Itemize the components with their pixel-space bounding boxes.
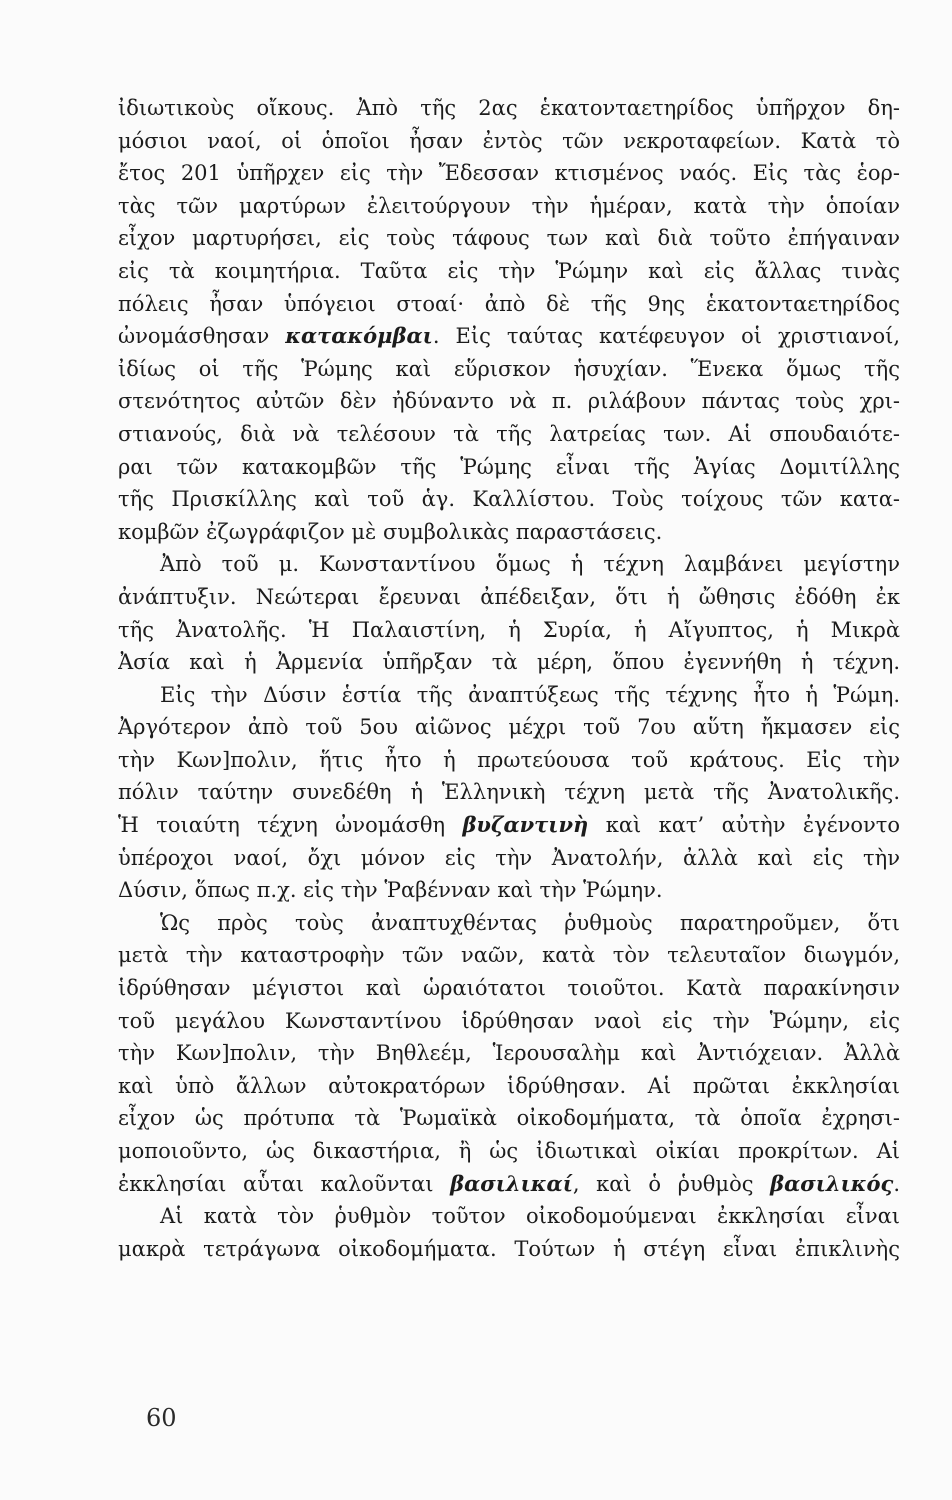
text-line: κομβῶν ἐζωγράφιζον μὲ συμβολικὰς παραστάσεις. — [118, 519, 663, 544]
body-text — [118, 92, 900, 1265]
emphasis-term: κατακόμβαι — [285, 323, 433, 349]
text-line: Αἱ κατὰ τὸν ῥυθμὸν τοῦτον οἰκοδομούμεναι ἐκκλησίαι εἶναι — [160, 1204, 900, 1229]
text-line: τῆς Ἀνατολῆς. Ἡ Παλαιστίνη, ἡ Συρία, ἡ Αἴγυπτος, ἡ Μικρὰ — [118, 617, 900, 642]
text-line: ἱδρύθησαν μέγιστοι καὶ ὡραιότατοι τοιοῦτοι. Κατὰ παρακίνησιν — [118, 976, 900, 1001]
text-line: εἶχον ὡς πρότυπα τὰ Ῥωμαϊκὰ οἰκοδομήματα, τὰ ὁποῖα ἐχρησι- — [118, 1106, 900, 1131]
text-line: στιανούς, διὰ νὰ τελέσουν τὰ τῆς λατρείας των. Αἱ σπουδαιότε- — [118, 421, 900, 446]
text-line: Εἰς τὴν Δύσιν ἑστία τῆς ἀναπτύξεως τῆς τέχνης ἦτο ἡ Ῥώμη. — [160, 682, 900, 707]
text-line: τῆς Πρισκίλλης καὶ τοῦ ἁγ. Καλλίστου. Τοὺς τοίχους τῶν κατα- — [118, 487, 900, 512]
text-line: μοποιοῦντο, ὡς δικαστήρια, ἢ ὡς ἰδιωτικαὶ οἰκίαι προκρίτων. Αἱ — [118, 1139, 900, 1163]
text-line: ἰδιωτικοὺς οἴκους. Ἀπὸ τῆς 2ας ἑκατονταετηρίδος ὑπῆρχον δη- — [118, 96, 900, 120]
text-line: τὴν Κων]πολιν, ἥτις ἦτο ἡ πρωτεύουσα τοῦ κράτους. Εἰς τὴν — [118, 747, 900, 772]
text-line: τοῦ μεγάλου Κωνσταντίνου ἱδρύθησαν ναοὶ εἰς τὴν Ῥώμην, εἰς — [118, 1008, 900, 1033]
text-line: Ἀσία καὶ ἡ Ἀρμενία ὑπῆρξαν τὰ μέρη, ὅπου ἐγεννήθη ἡ τέχνη. — [118, 650, 900, 675]
text-line: Ἡ τοιαύτη τέχνη ὠνομάσθη βυζαντινὴ καὶ κατ’ αὐτὴν ἐγένοντο — [118, 812, 900, 838]
text-line: μακρὰ τετράγωνα οἰκοδομήματα. Τούτων ἡ στέγη εἶναι ἐπικλινὴς — [118, 1236, 900, 1261]
text-line: καὶ ὑπὸ ἄλλων αὐτοκρατόρων ἱδρύθησαν. Αἱ πρῶται ἐκκλησίαι — [118, 1073, 900, 1098]
text-line: ραι τῶν κατακομβῶν τῆς Ῥώμης εἶναι τῆς Ἁγίας Δομιτίλλης — [118, 454, 900, 479]
text-line: Ἀπὸ τοῦ μ. Κωνσταντίνου ὅμως ἡ τέχνη λαμβάνει μεγίστην — [160, 552, 900, 577]
text-line: ὑπέροχοι ναοί, ὄχι μόνον εἰς τὴν Ἀνατολήν, ἀλλὰ καὶ εἰς τὴν — [118, 845, 900, 870]
text-line: μετὰ τὴν καταστροφὴν τῶν ναῶν, κατὰ τὸν τελευταῖον διωγμόν, — [118, 943, 900, 968]
text-line: τὰς τῶν μαρτύρων ἐλειτούργουν τὴν ἡμέραν, κατὰ τὴν ὁποίαν — [118, 193, 900, 218]
text-line: μόσιοι ναοί, οἱ ὁποῖοι ἦσαν ἐντὸς τῶν νεκροταφείων. Κατὰ τὸ — [118, 128, 900, 153]
text-line: τὴν Κων]πολιν, τὴν Βηθλεέμ, Ἱερουσαλὴμ καὶ Ἀντιόχειαν. Ἀλλὰ — [118, 1041, 900, 1066]
text-line: εἶχον μαρτυρήσει, εἰς τοὺς τάφους των καὶ διὰ τοῦτο ἐπήγαιναν — [118, 226, 900, 251]
page-number: 60 — [146, 1404, 177, 1432]
text-line: Ὡς πρὸς τοὺς ἀναπτυχθέντας ῥυθμοὺς παρατηροῦμεν, ὅτι — [160, 910, 900, 935]
emphasis-term: βασιλικαί — [450, 1170, 573, 1196]
text-line: ἰδίως οἱ τῆς Ῥώμης καὶ εὕρισκον ἡσυχίαν. Ἕνεκα ὅμως τῆς — [118, 356, 900, 381]
text-line: Ἀργότερον ἀπὸ τοῦ 5ου αἰῶνος μέχρι τοῦ 7ου αὕτη ἤκμασεν εἰς — [118, 715, 900, 740]
text-line: πόλεις ἦσαν ὑπόγειοι στοαί· ἀπὸ δὲ τῆς 9ης ἑκατονταετηρίδος — [118, 291, 900, 316]
text-line: Δύσιν, ὅπως π.χ. εἰς τὴν Ῥαβένναν καὶ τὴν Ῥώμην. — [118, 878, 663, 903]
text-line: ἔτος 201 ὑπῆρχεν εἰς τὴν Ἔδεσσαν κτισμένος ναός. Εἰς τὰς ἑορ- — [118, 161, 900, 186]
emphasis-term: βασιλικός — [770, 1170, 894, 1196]
text-line: στενότητος αὐτῶν δὲν ἠδύναντο νὰ π. ριλάβουν πάντας τοὺς χρι- — [118, 389, 900, 414]
text-line: ἐκκλησίαι αὗται καλοῦνται βασιλικαί, καὶ ὁ ῥυθμὸς βασιλικός. — [118, 1170, 900, 1196]
text-line: ἀνάπτυξιν. Νεώτεραι ἔρευναι ἀπέδειξαν, ὅτι ἡ ὤθησις ἐδόθη ἐκ — [118, 584, 900, 609]
text-line: πόλιν ταύτην συνεδέθη ἡ Ἑλληνικὴ τέχνη μετὰ τῆς Ἀνατολικῆς. — [118, 780, 900, 805]
text-line: ὠνομάσθησαν κατακόμβαι. Εἰς ταύτας κατέφευγον οἱ χριστιανοί, — [118, 323, 900, 349]
emphasis-term: βυζαντινὴ — [462, 812, 589, 838]
text-line: εἰς τὰ κοιμητήρια. Ταῦτα εἰς τὴν Ῥώμην καὶ εἰς ἄλλας τινὰς — [118, 258, 900, 283]
